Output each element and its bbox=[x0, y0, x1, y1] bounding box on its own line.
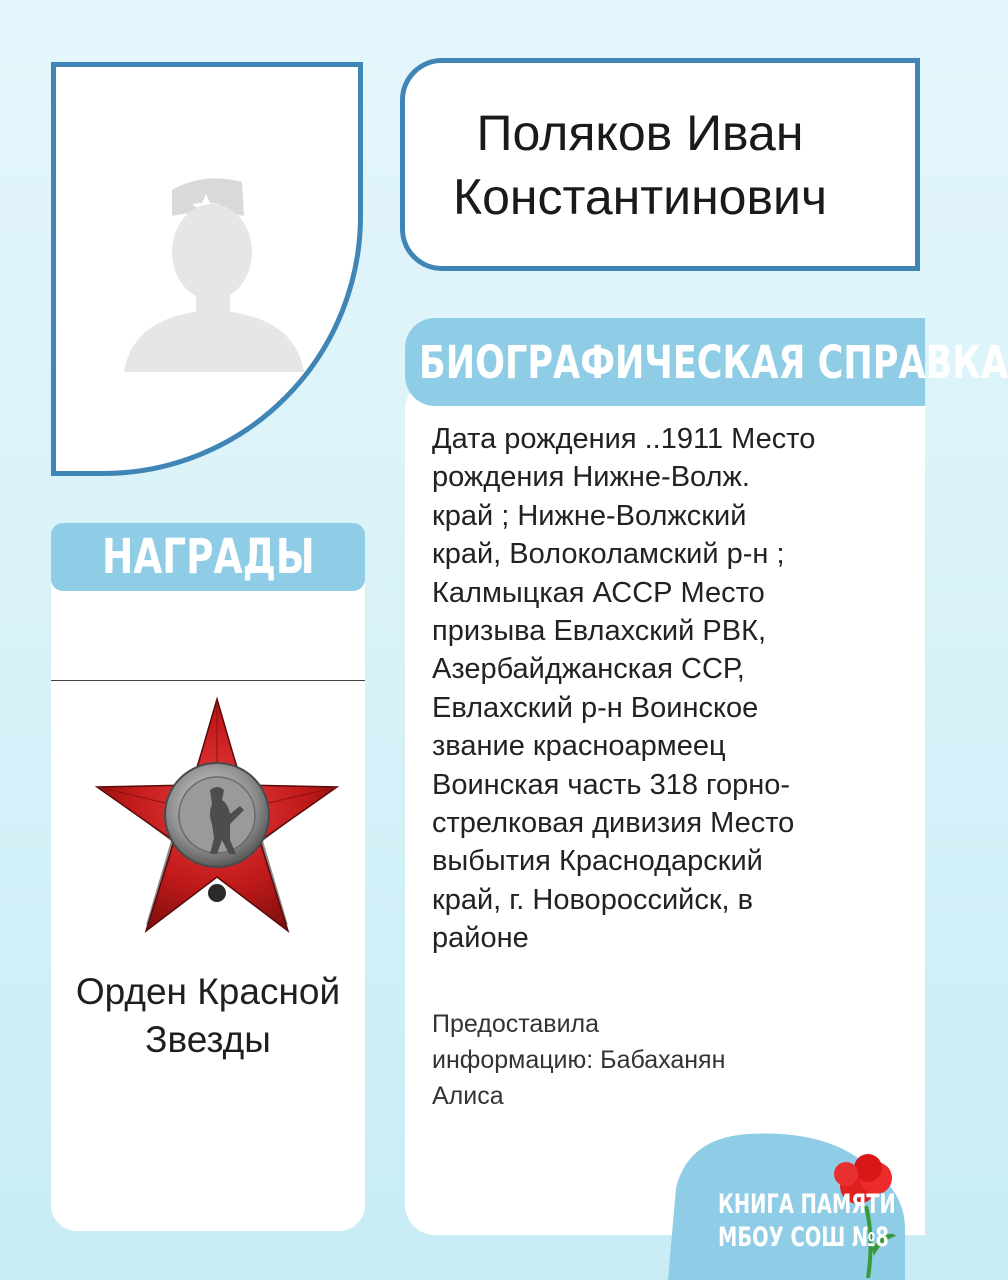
name-box bbox=[400, 58, 920, 271]
bio-text bbox=[432, 420, 852, 958]
bio-line: стрелковая дивизия Место bbox=[432, 807, 795, 840]
bio-line: призыва Евлахский РВК, bbox=[432, 615, 767, 648]
bio-line: край, Волоколамский р-н ; bbox=[432, 538, 785, 571]
bio-header bbox=[405, 318, 1008, 406]
person-name bbox=[453, 101, 827, 229]
awards-header-label: НАГРАДЫ bbox=[101, 529, 315, 585]
credit-text bbox=[432, 1006, 852, 1114]
bio-line: Дата рождения ..1911 Место bbox=[432, 423, 816, 455]
logo-line2: МБОУ СОШ №8 bbox=[718, 1222, 889, 1253]
bio-line: край ; Нижне-Волжский bbox=[432, 499, 747, 532]
person-name-line1: Поляков Иван bbox=[476, 104, 804, 161]
credit-line: Алиса bbox=[432, 1082, 504, 1110]
logo-text bbox=[690, 1188, 896, 1254]
bio-header-label: БИОГРАФИЧЕСКАЯ СПРАВКА bbox=[419, 335, 1008, 389]
award-name-line1: Орден Красной bbox=[75, 971, 341, 1012]
credit-line: информацию: Бабаханян bbox=[432, 1046, 726, 1074]
awards-header bbox=[51, 523, 365, 591]
awards-divider bbox=[51, 680, 365, 681]
bio-line: выбытия Краснодарский bbox=[432, 845, 763, 878]
soldier-silhouette-icon bbox=[124, 172, 304, 372]
photo-frame bbox=[51, 62, 363, 476]
award-name-line2: Звезды bbox=[145, 1019, 271, 1060]
credit-line: Предоставила bbox=[432, 1010, 600, 1038]
logo-line1: КНИГА ПАМЯТИ bbox=[718, 1189, 896, 1220]
bio-line: край, г. Новороссийск, в bbox=[432, 883, 754, 916]
person-name-line2: Константинович bbox=[452, 168, 828, 225]
bio-line: районе bbox=[432, 922, 529, 955]
bio-line: звание красноармеец bbox=[432, 730, 726, 763]
bio-line: рождения Нижне-Волж. bbox=[432, 461, 750, 494]
award-name bbox=[51, 968, 365, 1064]
bio-line: Воинская часть 318 горно- bbox=[432, 768, 791, 801]
bio-line: Калмыцкая АССР Место bbox=[432, 576, 765, 609]
bio-line: Азербайджанская ССР, bbox=[432, 653, 745, 686]
red-star-order-icon bbox=[92, 695, 342, 940]
bio-line: Евлахский р-н Воинское bbox=[432, 691, 759, 724]
